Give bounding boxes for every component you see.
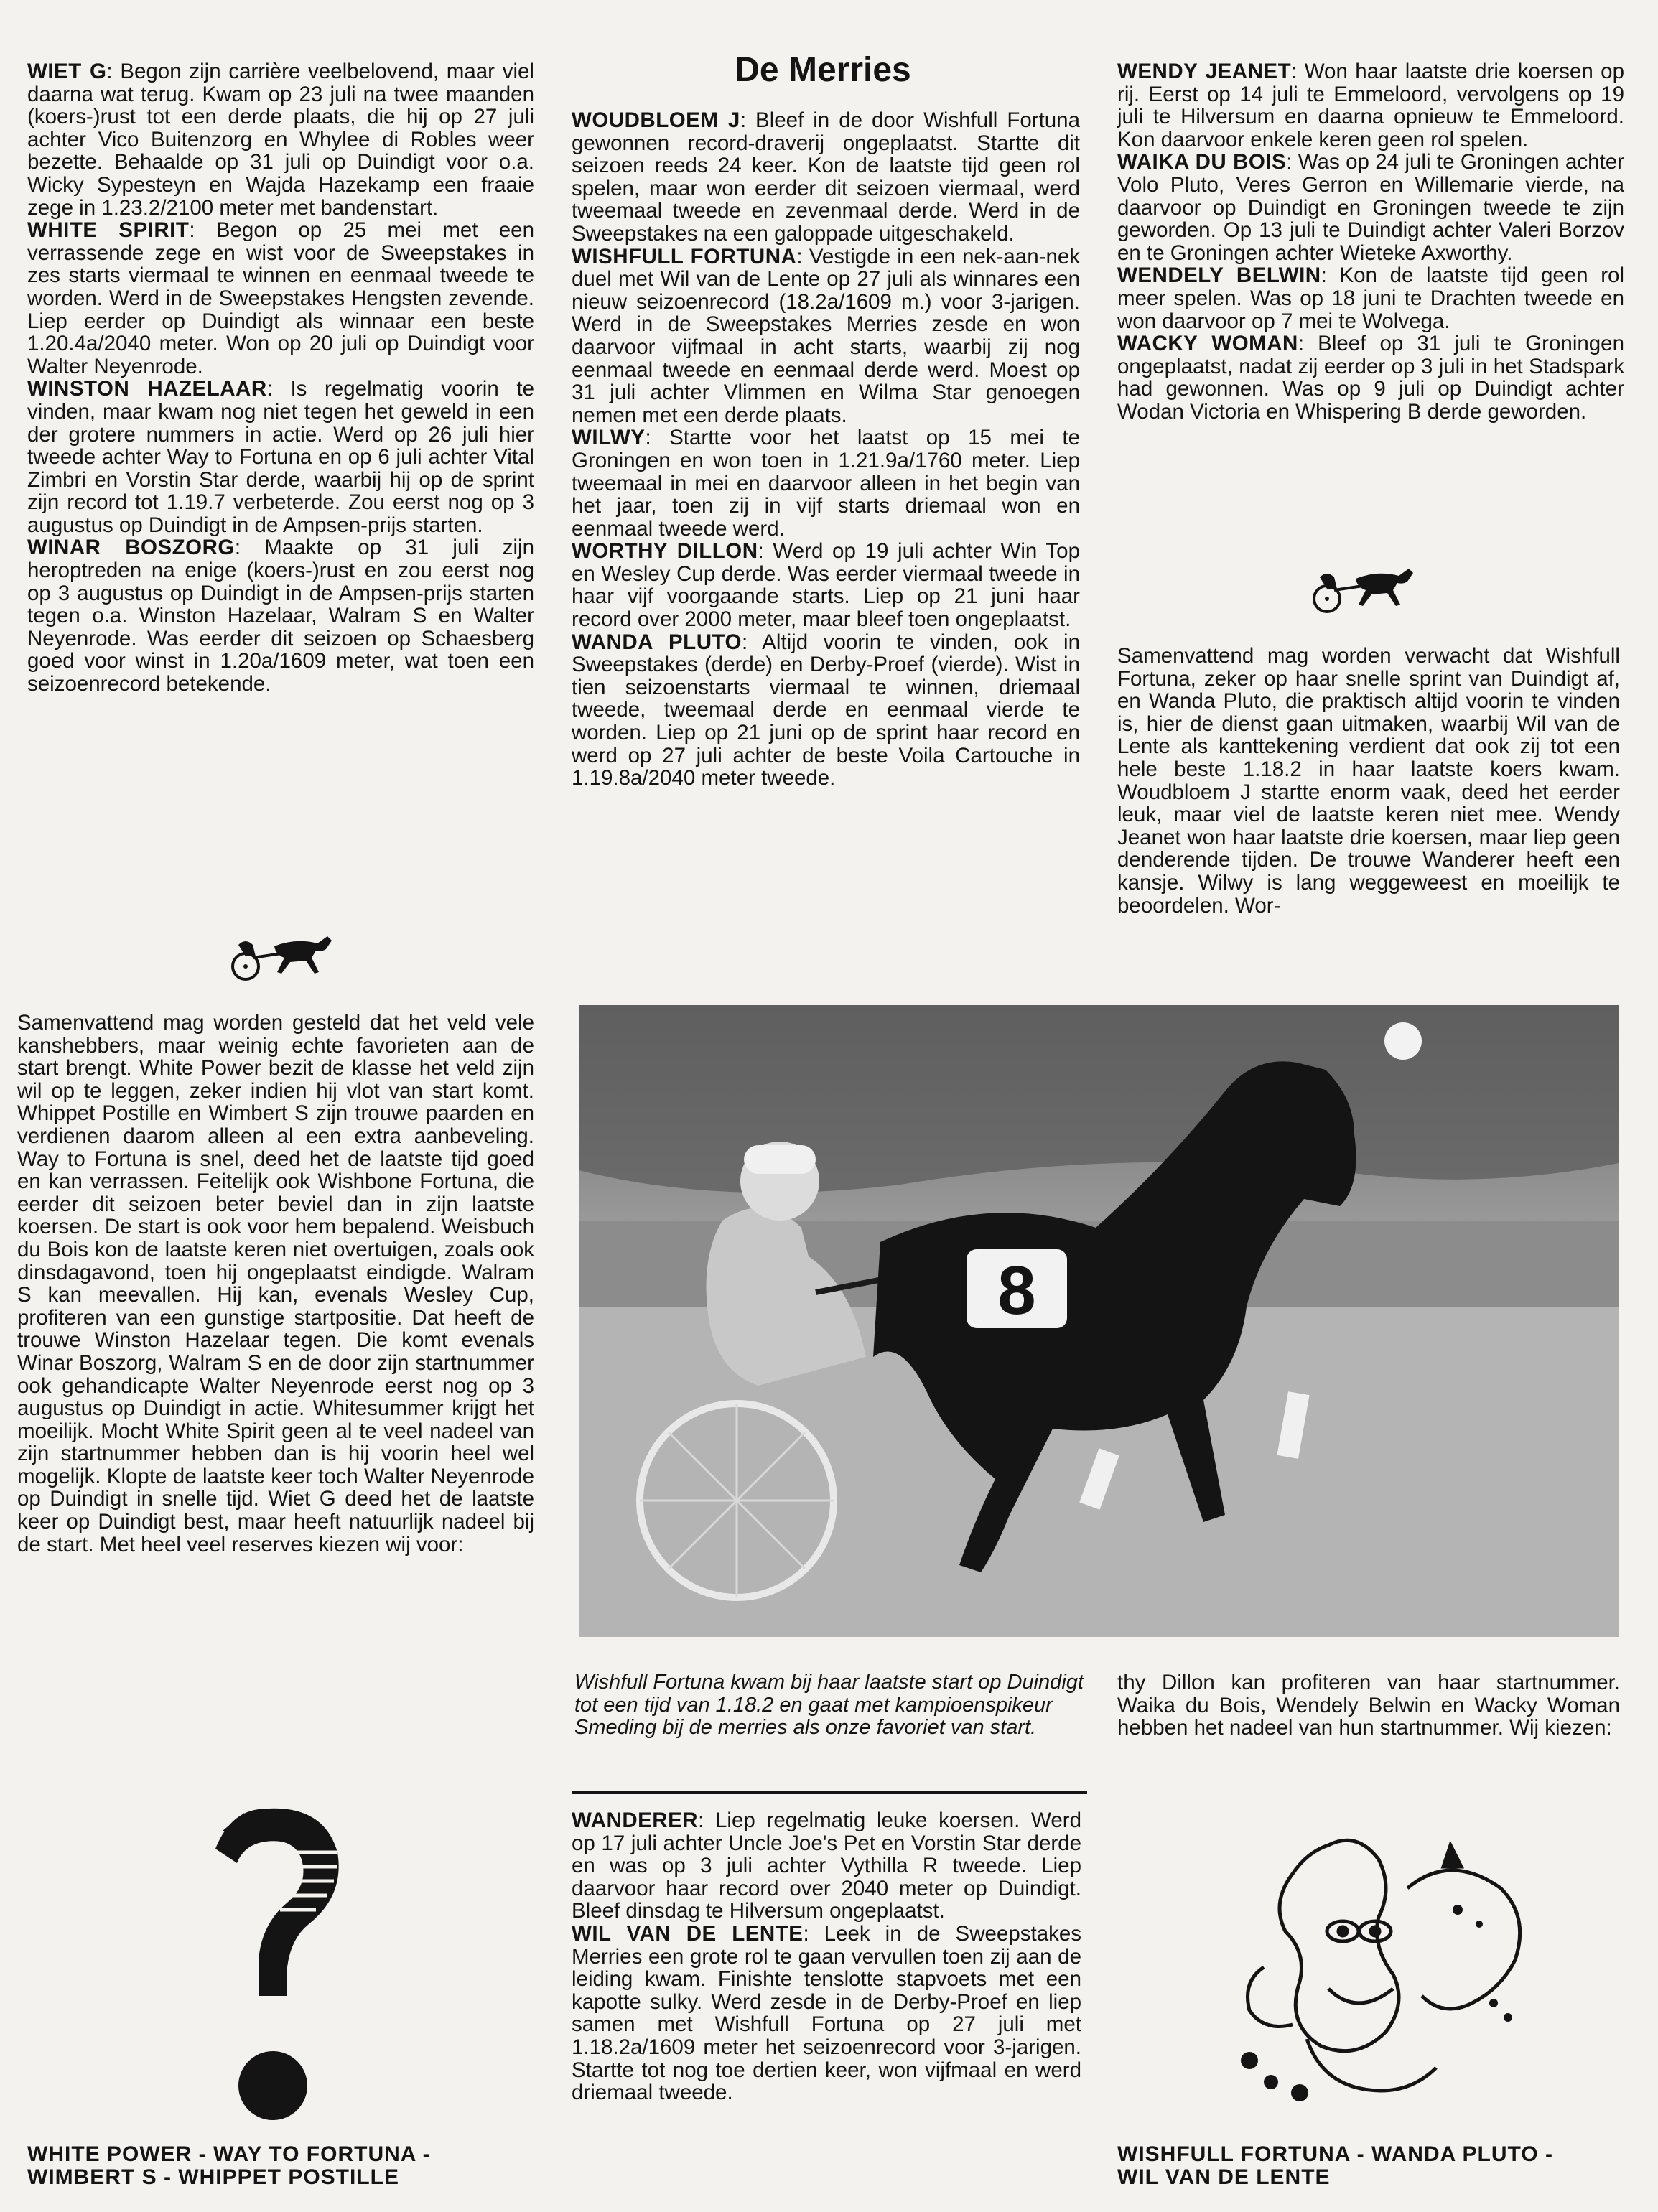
left-entries (27, 60, 534, 696)
left-pick (27, 2143, 544, 2189)
right-entries (1117, 60, 1624, 424)
sulky-ornament-icon (1305, 563, 1420, 615)
divider (572, 1791, 1087, 1794)
horse-entry: WHITE SPIRIT: Begon op 25 mei met een verrassende zege en wist voor de Sweepstakes in zes starts viermaal te winnen en eenmaal tweede te worden. Werd in de Sweepstakes Hengsten zevende. Liep eerder op Duindigt als winnaar een beste 1.20.4a/2040 meter. Won op 20 juli op Duindigt voor Walter Neyenrode. (27, 218, 534, 378)
section-heading: De Merries (735, 51, 911, 89)
summary-paragraph: Samenvattend mag worden verwacht dat Wishfull Fortuna, zeker op haar snelle sprint van Duindigt af, en Wanda Pluto, die praktisch altijd voorin te vinden is, hier de dienst gaan uitmaken, waarbij Wil van de Lente als kanttekening verdient dat ook zij tot een hele beste 1.18.2 in haar laatste koers kwam. Woudbloem J startte enorm vaak, deed het eerder leuk, maar viel de laatste keren niet mee. Wendy Jeanet won haar laatste drie koersen, maar liep geen denderende tijden. De trouwe Wanderer heeft een kansje. Wilwy is lang weggeweest en moeilijk te beoordelen. Wor- (1117, 644, 1620, 918)
cartoon-horses-illustration (1221, 1824, 1551, 2111)
pick-line: WIL VAN DE LENTE (1117, 2165, 1331, 2189)
horse-entry: WOUDBLOEM J: Bleef in de door Wishfull Fortuna gewonnen record-draverij ongeplaatst. Startte dit seizoen reeds 24 keer. Kon de laatste tijd geen rol spelen, maar won eerder dit seizoen viermaal, werd tweemaal tweede en zevenmaal derde. Werd in de Sweepstakes na een galoppade uitgeschakeld. (572, 108, 1080, 246)
horse-entry: WINAR BOSZORG: Maakte op 31 juli zijn heroptreden na enige (koers-)rust en zou eerst nog op 3 augustus op Duindigt in de Ampsen-prijs starten tegen o.a. Winston Hazelaar, Walram S en Walter Neyenrode. Was eerder dit seizoen op Schaesberg goed voor winst in 1.20a/1609 meter, wat toen een seizoenrecord betekende. (27, 536, 535, 696)
horse-entry: WIET G: Begon zijn carrière veelbelovend, maar viel daarna wat terug. Kwam op 23 juli na twee maanden (koers-)rust tot een derde plaats, die hij op 27 juli achter Vico Buitenzorg en Whylee di Robles weer bezette. Behaalde op 31 juli op Duindigt voor o.a. Wicky Sypesteyn en Wajda Hazekamp een fraaie zege in 1.23.2/2100 meter met bandenstart. (27, 60, 534, 220)
horse-entry: WENDELY BELWIN: Kon de laatste tijd geen rol meer spelen. Was op 18 juni te Drachten tweede en won daarvoor op 7 mei te Wolvega. (1117, 263, 1625, 333)
sulky-ornament-icon (224, 930, 339, 982)
left-summary (17, 1012, 534, 1556)
trotter-photo (579, 1005, 1619, 1637)
horse-entry: WILWY: Startte voor het laatst op 15 mei te Groningen en won toen in 1.21.9a/1760 meter. Liep tweemaal in mei en daarvoor alleen in het begin van het jaar, toen zij in vijf starts driemaal won en eenmaal tweede werd. (572, 426, 1080, 541)
horse-entry: WANDERER: Liep regelmatig leuke koersen. Werd op 17 juli achter Uncle Joe's Pet en Vorstin Star derde en was op 3 juli achter Vythilla R tweede. Liep daarvoor haar record over 2040 meter op Duindigt. Bleef dinsdag te Hilversum ongeplaatst. (572, 1809, 1081, 1923)
pick-line: WISHFULL FORTUNA - WANDA PLUTO - (1117, 2142, 1553, 2166)
horse-entry: WENDY JEANET: Won haar laatste drie koersen op rij. Eerst op 14 juli te Emmeloord, vervolgens op 19 juli te Hilversum en daarna opnieuw te Emmeloord. Kon daarvoor enkele keren geen rol spelen. (1117, 60, 1624, 151)
horse-entry: WACKY WOMAN: Bleef op 31 juli te Groningen ongeplaatst, nadat zij eerder op 3 juli in het Stadspark had gewonnen. Was op 9 juli op Duindigt achter Wodan Victoria en Whispering B derde geworden. (1117, 332, 1624, 424)
pick-line: WIMBERT S - WHIPPET POSTILLE (27, 2165, 399, 2189)
horse-entry: WISHFULL FORTUNA: Vestigde in een nek-aan-nek duel met Wil van de Lente op 27 juli als winnares een nieuw seizoenrecord (18.2a/1609 m.) voor 3-jarigen. Werd in de Sweepstakes Merries zesde en won daarvoor vijfmaal in acht starts, waarbij zij nog eenmaal tweede en eenmaal derde werd. Moest op 31 juli achter Vlimmen en Wilma Star genoegen nemen met een derde plaats. (572, 244, 1081, 427)
horse-entry: WAIKA DU BOIS: Was op 24 juli te Groningen achter Volo Pluto, Veres Gerron en Willemarie vierde, na daarvoor op Duindigt en Groningen tweede te zijn geworden. Op 13 juli te Duindigt achter Valeri Borzov en te Groningen achter Wieteke Axworthy. (1117, 150, 1624, 265)
horse-entry: WIL VAN DE LENTE: Leek in de Sweepstakes Merries een grote rol te gaan vervullen toen zij aan de leiding kwam. Finishte tenslotte stapvoets met een kapotte sulky. Werd zesde in de Derby-Proef en liep samen met Wishfull Fortuna op 27 juli met 1.18.2a/1609 meter het seizoenrecord voor 3-jarigen. Startte tot nog toe dertien keer, won vijfmaal en werd driemaal tweede. (572, 1921, 1082, 2105)
saddle-number: 8 (997, 1252, 1036, 1329)
middle-entries (572, 109, 1080, 790)
summary-paragraph: thy Dillon kan profiteren van haar startnummer. Waika du Bois, Wendely Belwin en Wacky Woman hebben het nadeel van hun startnummer. Wij kiezen: (1117, 1671, 1620, 1740)
right-pick (1117, 2143, 1634, 2189)
pick-line: WHITE POWER - WAY TO FORTUNA - (27, 2142, 431, 2166)
right-summary-continued (1117, 1671, 1620, 1740)
right-summary (1117, 645, 1620, 917)
horse-entry: WANDA PLUTO: Altijd voorin te vinden, ook in Sweepstakes (derde) en Derby-Proef (vierde). Wist in tien seizoenstarts viermaal te winnen, driemaal tweede, tweemaal derde en eenmaal vierde te worden. Liep op 21 juni op de sprint haar record en werd op 27 juli achter de beste Voila Cartouche in 1.19.8a/2040 meter tweede. (572, 630, 1080, 790)
photo-caption: Wishfull Fortuna kwam bij haar laatste start op Duindigt tot een tijd van 1.18.2 en gaat met kampioenspikeur Smeding bij de merries als onze favoriet van start. (574, 1671, 1084, 1740)
middle-entries-bottom (572, 1809, 1081, 2104)
summary-paragraph: Samenvattend mag worden gesteld dat het veld vele kanshebbers, maar weinig echte favorieten aan de start brengt. White Power bezit de klasse het veld zijn wil op te leggen, zeker indien hij vlot van start komt. Whippet Postille en Wimbert S zijn trouwe paarden en verdienen daarom alleen al een extra aanbeveling. Way to Fortuna is snel, deed het de laatste tijd goed en kan verrassen. Feitelijk ook Wishbone Fortuna, die eerder dit seizoen beter beviel dan in zijn laatste koersen. De start is ook voor hem bepalend. Weisbuch du Bois kon de laatste keren niet overtuigen, zoals ook dinsdagavond, toen hij ongeplaatst eindigde. Walram S kan meevallen. Hij kan, evenals Wesley Cup, profiteren van een gunstige startpositie. Dat heeft de trouwe Winston Hazelaar tegen. Die komt evenals Winar Boszorg, Walram S en de door zijn startnummer ook gehandicapte Walter Neyenrode eerst nog op 3 augustus op Duindigt in actie. Whitesummer krijgt het moeilijk. Mocht White Spirit geen al te veel nadeel van zijn startnummer hebben dan is hij voorin heel wel mogelijk. Klopte de laatste keer toch Walter Neyenrode op Duindigt in snelle tijd. Wiet G deed het de laatste keer op Duindigt best, maar heeft natuurlijk nadeel bij de start. Met heel veel reserves kiezen wij voor: (17, 1011, 534, 1557)
horse-entry: WINSTON HAZELAAR: Is regelmatig voorin te vinden, maar kwam nog niet tegen het geweld in een der grotere nummers in actie. Werd op 26 juli hier tweede achter Way to Fortuna en op 6 juli achter Vital Zimbri en Vorstin Star derde, waarbij hij op de sprint zijn record tot 1.19.7 verbeterde. Zou eerst nog op 3 augustus op Duindigt in de Ampsen-prijs starten. (27, 377, 534, 537)
horse-entry: WORTHY DILLON: Werd op 19 juli achter Win Top en Wesley Cup derde. Was eerder viermaal tweede in haar vijf voorgaande starts. Liep op 21 juni haar record over 2000 meter, maar bleef toen ongeplaatst. (572, 539, 1080, 632)
question-mark-horse-icon (208, 1802, 352, 2139)
